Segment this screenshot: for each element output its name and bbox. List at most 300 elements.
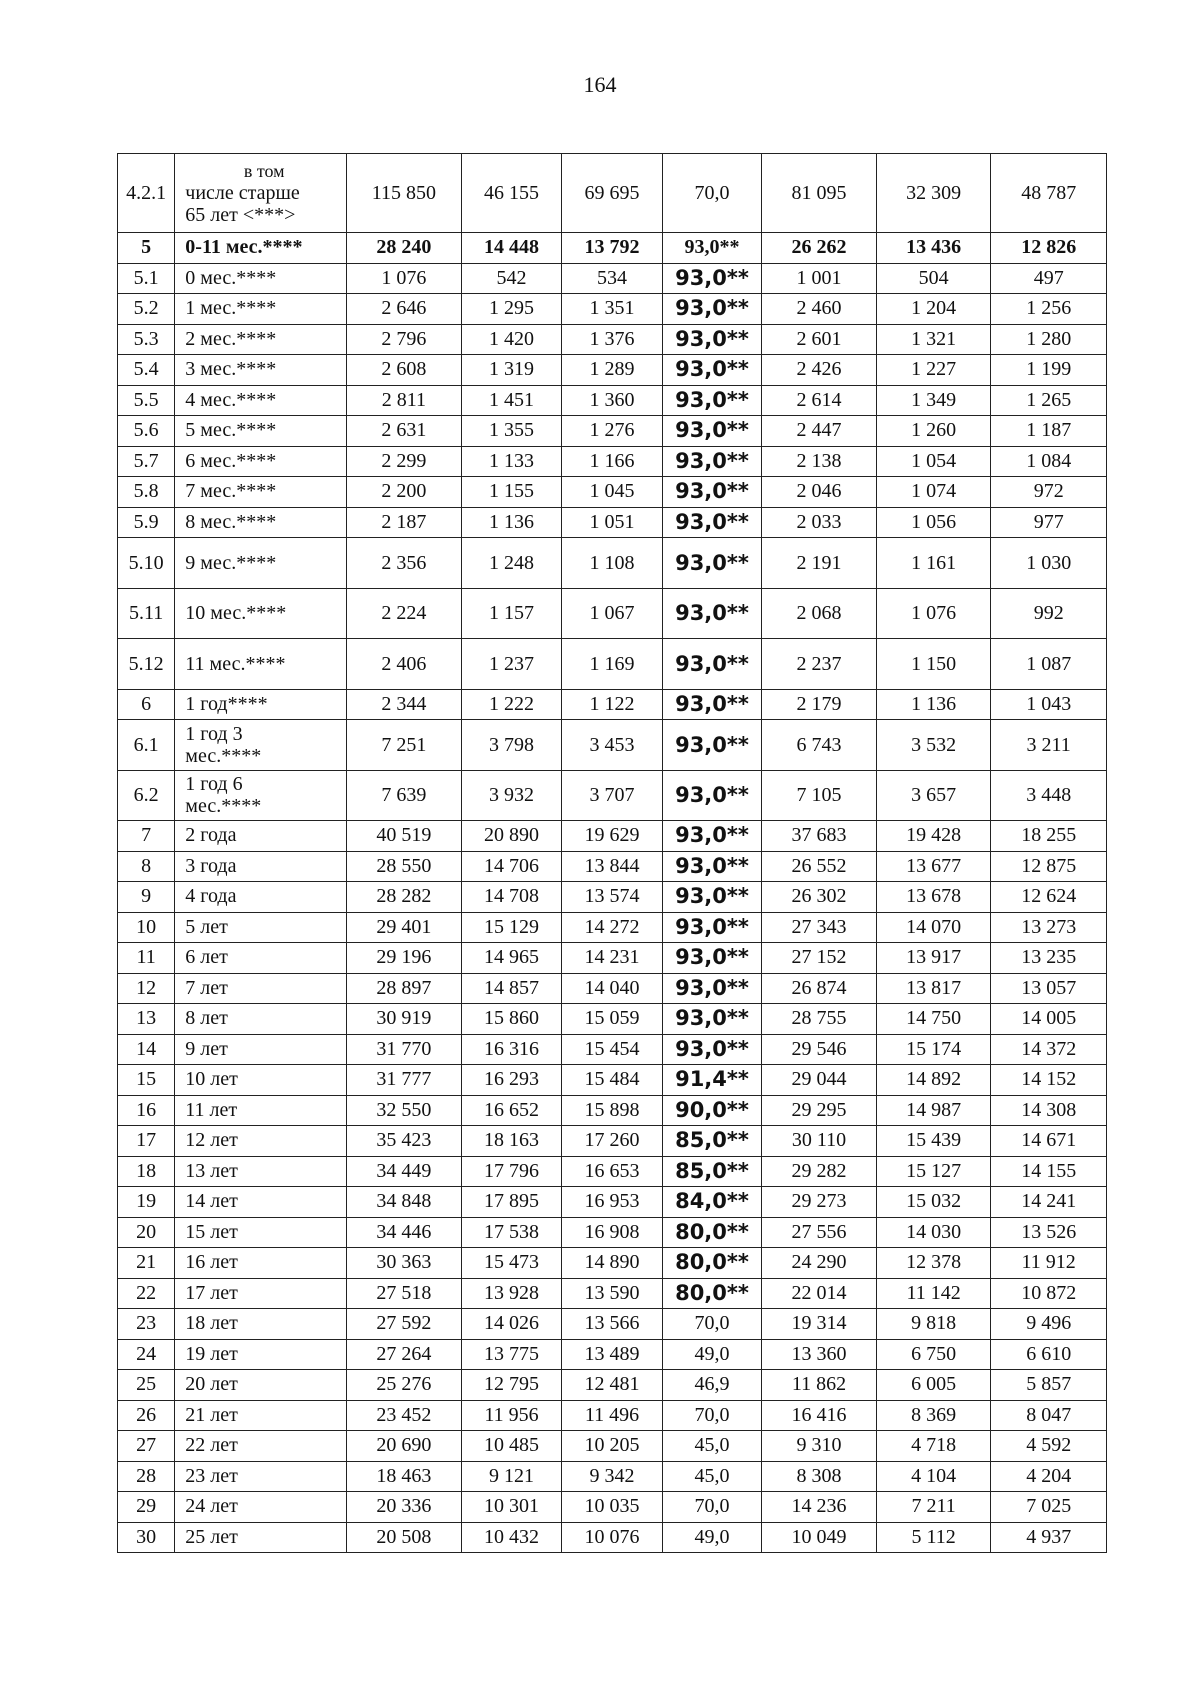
planned-male-cell: 1 150 bbox=[876, 639, 991, 690]
planned-female-cell: 1 199 bbox=[991, 355, 1107, 386]
planned-total-cell: 29 273 bbox=[762, 1187, 877, 1218]
planned-male-cell: 5 112 bbox=[876, 1522, 991, 1553]
table-row bbox=[118, 1187, 1107, 1218]
row-number-cell: 26 bbox=[118, 1400, 175, 1431]
population-female-cell: 14 231 bbox=[562, 943, 663, 974]
coverage-percent-cell: 93,0** bbox=[662, 263, 762, 294]
row-number-cell: 5.7 bbox=[118, 446, 175, 477]
total-population-cell: 28 550 bbox=[347, 851, 462, 882]
coverage-percent-cell: 46,9 bbox=[662, 1370, 762, 1401]
table-row bbox=[118, 294, 1107, 325]
planned-female-cell: 14 372 bbox=[991, 1034, 1107, 1065]
row-number-cell: 20 bbox=[118, 1217, 175, 1248]
row-number-cell: 9 bbox=[118, 882, 175, 913]
row-number-cell: 15 bbox=[118, 1065, 175, 1096]
planned-female-cell: 1 256 bbox=[991, 294, 1107, 325]
planned-female-cell: 6 610 bbox=[991, 1339, 1107, 1370]
population-female-cell: 15 484 bbox=[562, 1065, 663, 1096]
planned-female-cell: 11 912 bbox=[991, 1248, 1107, 1279]
row-label-cell: 15 лет bbox=[175, 1217, 347, 1248]
coverage-percent-cell: 93,0** bbox=[662, 720, 762, 771]
planned-female-cell: 13 235 bbox=[991, 943, 1107, 974]
planned-female-cell: 7 025 bbox=[991, 1492, 1107, 1523]
planned-female-cell: 4 592 bbox=[991, 1431, 1107, 1462]
population-female-cell: 1 045 bbox=[562, 477, 663, 508]
planned-total-cell: 27 556 bbox=[762, 1217, 877, 1248]
population-female-cell: 12 481 bbox=[562, 1370, 663, 1401]
row-number-cell: 5.10 bbox=[118, 538, 175, 589]
population-male-cell: 1 222 bbox=[461, 689, 562, 720]
planned-total-cell: 29 546 bbox=[762, 1034, 877, 1065]
planned-total-cell: 11 862 bbox=[762, 1370, 877, 1401]
row-label-cell: 0 мес.**** bbox=[175, 263, 347, 294]
planned-male-cell: 6 005 bbox=[876, 1370, 991, 1401]
population-male-cell: 14 708 bbox=[461, 882, 562, 913]
row-label-cell: 25 лет bbox=[175, 1522, 347, 1553]
total-population-cell: 2 796 bbox=[347, 324, 462, 355]
row-number-cell: 25 bbox=[118, 1370, 175, 1401]
row-label-cell: 23 лет bbox=[175, 1461, 347, 1492]
population-male-cell: 542 bbox=[461, 263, 562, 294]
row-number-cell: 5.11 bbox=[118, 588, 175, 639]
coverage-percent-cell: 85,0** bbox=[662, 1126, 762, 1157]
planned-total-cell: 2 179 bbox=[762, 689, 877, 720]
table-row bbox=[118, 1339, 1107, 1370]
total-population-cell: 27 592 bbox=[347, 1309, 462, 1340]
row-label-cell: 18 лет bbox=[175, 1309, 347, 1340]
row-label-cell: 11 лет bbox=[175, 1095, 347, 1126]
total-population-cell: 2 200 bbox=[347, 477, 462, 508]
population-female-cell: 14 890 bbox=[562, 1248, 663, 1279]
total-population-cell: 23 452 bbox=[347, 1400, 462, 1431]
planned-total-cell: 10 049 bbox=[762, 1522, 877, 1553]
table-row bbox=[118, 1431, 1107, 1462]
planned-female-cell: 4 204 bbox=[991, 1461, 1107, 1492]
table-row bbox=[118, 1156, 1107, 1187]
row-label-cell: 17 лет bbox=[175, 1278, 347, 1309]
row-label-cell: 6 лет bbox=[175, 943, 347, 974]
total-population-cell: 31 777 bbox=[347, 1065, 462, 1096]
population-male-cell: 17 538 bbox=[461, 1217, 562, 1248]
row-label-cell: 19 лет bbox=[175, 1339, 347, 1370]
population-male-cell: 14 706 bbox=[461, 851, 562, 882]
population-female-cell: 16 908 bbox=[562, 1217, 663, 1248]
population-male-cell: 1 155 bbox=[461, 477, 562, 508]
row-label-line: 65 лет <***> bbox=[185, 204, 296, 226]
row-label-cell: 2 года bbox=[175, 821, 347, 852]
row-label-cell: 16 лет bbox=[175, 1248, 347, 1279]
population-male-cell: 18 163 bbox=[461, 1126, 562, 1157]
planned-male-cell: 6 750 bbox=[876, 1339, 991, 1370]
total-population-cell: 1 076 bbox=[347, 263, 462, 294]
row-label-cell: 11 мес.**** bbox=[175, 639, 347, 690]
planned-total-cell: 6 743 bbox=[762, 720, 877, 771]
row-label-cell: 8 мес.**** bbox=[175, 507, 347, 538]
planned-total-cell: 2 138 bbox=[762, 446, 877, 477]
population-male-cell: 1 248 bbox=[461, 538, 562, 589]
planned-total-cell: 2 191 bbox=[762, 538, 877, 589]
total-population-cell: 35 423 bbox=[347, 1126, 462, 1157]
coverage-percent-cell: 93,0** bbox=[662, 770, 762, 821]
total-population-cell: 32 550 bbox=[347, 1095, 462, 1126]
total-population-cell: 20 508 bbox=[347, 1522, 462, 1553]
planned-female-cell: 1 043 bbox=[991, 689, 1107, 720]
total-population-cell: 25 276 bbox=[347, 1370, 462, 1401]
coverage-percent-cell: 93,0** bbox=[662, 943, 762, 974]
planned-male-cell: 4 104 bbox=[876, 1461, 991, 1492]
planned-male-cell: 8 369 bbox=[876, 1400, 991, 1431]
total-population-cell: 2 344 bbox=[347, 689, 462, 720]
planned-male-cell: 504 bbox=[876, 263, 991, 294]
row-label-cell: 24 лет bbox=[175, 1492, 347, 1523]
planned-female-cell: 1 030 bbox=[991, 538, 1107, 589]
row-number-cell: 28 bbox=[118, 1461, 175, 1492]
table-row bbox=[118, 355, 1107, 386]
row-label-line: мес.**** bbox=[185, 795, 262, 818]
table-row bbox=[118, 821, 1107, 852]
population-male-cell: 14 448 bbox=[461, 233, 562, 264]
row-label-cell: 3 мес.**** bbox=[175, 355, 347, 386]
row-number-cell: 23 bbox=[118, 1309, 175, 1340]
planned-total-cell: 81 095 bbox=[762, 154, 877, 233]
population-female-cell: 11 496 bbox=[562, 1400, 663, 1431]
row-label-line: 1 год 6 bbox=[185, 773, 243, 796]
population-male-cell: 13 775 bbox=[461, 1339, 562, 1370]
row-number-cell: 7 bbox=[118, 821, 175, 852]
coverage-percent-cell: 45,0 bbox=[662, 1431, 762, 1462]
table-row bbox=[118, 1065, 1107, 1096]
total-population-cell: 34 449 bbox=[347, 1156, 462, 1187]
population-female-cell: 534 bbox=[562, 263, 663, 294]
table-row bbox=[118, 477, 1107, 508]
planned-male-cell: 19 428 bbox=[876, 821, 991, 852]
total-population-cell: 40 519 bbox=[347, 821, 462, 852]
coverage-percent-cell: 49,0 bbox=[662, 1522, 762, 1553]
total-population-cell: 2 406 bbox=[347, 639, 462, 690]
planned-female-cell: 48 787 bbox=[991, 154, 1107, 233]
total-population-cell: 7 251 bbox=[347, 720, 462, 771]
population-female-cell: 13 844 bbox=[562, 851, 663, 882]
row-label-cell: 8 лет bbox=[175, 1004, 347, 1035]
total-population-cell: 27 518 bbox=[347, 1278, 462, 1309]
planned-total-cell: 24 290 bbox=[762, 1248, 877, 1279]
planned-female-cell: 14 308 bbox=[991, 1095, 1107, 1126]
table-row bbox=[118, 1522, 1107, 1553]
row-label-cell: 3 года bbox=[175, 851, 347, 882]
total-population-cell: 34 446 bbox=[347, 1217, 462, 1248]
population-male-cell: 1 237 bbox=[461, 639, 562, 690]
planned-total-cell: 9 310 bbox=[762, 1431, 877, 1462]
population-male-cell: 46 155 bbox=[461, 154, 562, 233]
population-female-cell: 10 205 bbox=[562, 1431, 663, 1462]
population-female-cell: 14 272 bbox=[562, 912, 663, 943]
population-female-cell: 15 059 bbox=[562, 1004, 663, 1035]
planned-female-cell: 9 496 bbox=[991, 1309, 1107, 1340]
planned-total-cell: 29 282 bbox=[762, 1156, 877, 1187]
total-population-cell: 2 608 bbox=[347, 355, 462, 386]
population-female-cell: 1 376 bbox=[562, 324, 663, 355]
total-population-cell: 34 848 bbox=[347, 1187, 462, 1218]
coverage-percent-cell: 45,0 bbox=[662, 1461, 762, 1492]
table-row bbox=[118, 1278, 1107, 1309]
table-row bbox=[118, 639, 1107, 690]
coverage-percent-cell: 93,0** bbox=[662, 851, 762, 882]
population-female-cell: 10 035 bbox=[562, 1492, 663, 1523]
table-row bbox=[118, 1492, 1107, 1523]
coverage-percent-cell: 90,0** bbox=[662, 1095, 762, 1126]
total-population-cell: 28 282 bbox=[347, 882, 462, 913]
total-population-cell: 2 811 bbox=[347, 385, 462, 416]
coverage-percent-cell: 93,0** bbox=[662, 588, 762, 639]
total-population-cell: 7 639 bbox=[347, 770, 462, 821]
planned-male-cell: 1 204 bbox=[876, 294, 991, 325]
planned-female-cell: 1 265 bbox=[991, 385, 1107, 416]
population-male-cell: 1 319 bbox=[461, 355, 562, 386]
row-label-cell: 10 мес.**** bbox=[175, 588, 347, 639]
population-male-cell: 17 796 bbox=[461, 1156, 562, 1187]
coverage-percent-cell: 93,0** bbox=[662, 477, 762, 508]
population-female-cell: 69 695 bbox=[562, 154, 663, 233]
table-row bbox=[118, 416, 1107, 447]
row-label-cell: 4 года bbox=[175, 882, 347, 913]
planned-female-cell: 13 526 bbox=[991, 1217, 1107, 1248]
table-row bbox=[118, 233, 1107, 264]
total-population-cell: 2 299 bbox=[347, 446, 462, 477]
planned-total-cell: 28 755 bbox=[762, 1004, 877, 1035]
planned-female-cell: 14 241 bbox=[991, 1187, 1107, 1218]
row-number-cell: 6.2 bbox=[118, 770, 175, 821]
planned-male-cell: 32 309 bbox=[876, 154, 991, 233]
population-male-cell: 10 432 bbox=[461, 1522, 562, 1553]
row-number-cell: 18 bbox=[118, 1156, 175, 1187]
table-row bbox=[118, 385, 1107, 416]
total-population-cell: 29 401 bbox=[347, 912, 462, 943]
row-label-cell: 20 лет bbox=[175, 1370, 347, 1401]
population-female-cell: 15 454 bbox=[562, 1034, 663, 1065]
planned-male-cell: 1 076 bbox=[876, 588, 991, 639]
planned-male-cell: 1 161 bbox=[876, 538, 991, 589]
table-row bbox=[118, 851, 1107, 882]
row-number-cell: 5.8 bbox=[118, 477, 175, 508]
row-label-line: мес.**** bbox=[185, 744, 262, 767]
planned-male-cell: 1 056 bbox=[876, 507, 991, 538]
planned-total-cell: 2 068 bbox=[762, 588, 877, 639]
coverage-percent-cell: 70,0 bbox=[662, 1309, 762, 1340]
population-female-cell: 10 076 bbox=[562, 1522, 663, 1553]
row-label-cell: 1 год**** bbox=[175, 689, 347, 720]
coverage-percent-cell: 93,0** bbox=[662, 324, 762, 355]
table-row bbox=[118, 263, 1107, 294]
coverage-percent-cell: 93,0** bbox=[662, 538, 762, 589]
planned-total-cell: 27 343 bbox=[762, 912, 877, 943]
table-row bbox=[118, 943, 1107, 974]
population-female-cell: 1 351 bbox=[562, 294, 663, 325]
population-male-cell: 1 420 bbox=[461, 324, 562, 355]
planned-female-cell: 12 826 bbox=[991, 233, 1107, 264]
table-row bbox=[118, 324, 1107, 355]
planned-total-cell: 2 447 bbox=[762, 416, 877, 447]
coverage-percent-cell: 93,0** bbox=[662, 1004, 762, 1035]
row-label-cell: 22 лет bbox=[175, 1431, 347, 1462]
population-male-cell: 16 316 bbox=[461, 1034, 562, 1065]
row-label-line: в том bbox=[243, 161, 285, 181]
row-label-cell: 7 лет bbox=[175, 973, 347, 1004]
table-row bbox=[118, 154, 1107, 233]
row-label-cell: 1 мес.**** bbox=[175, 294, 347, 325]
row-number-cell: 30 bbox=[118, 1522, 175, 1553]
coverage-percent-cell: 93,0** bbox=[662, 689, 762, 720]
planned-female-cell: 14 155 bbox=[991, 1156, 1107, 1187]
total-population-cell: 18 463 bbox=[347, 1461, 462, 1492]
planned-total-cell: 37 683 bbox=[762, 821, 877, 852]
table-row bbox=[118, 446, 1107, 477]
coverage-percent-cell: 93,0** bbox=[662, 821, 762, 852]
table-row bbox=[118, 588, 1107, 639]
population-male-cell: 15 860 bbox=[461, 1004, 562, 1035]
coverage-percent-cell: 93,0** bbox=[662, 385, 762, 416]
planned-total-cell: 22 014 bbox=[762, 1278, 877, 1309]
row-number-cell: 17 bbox=[118, 1126, 175, 1157]
population-female-cell: 19 629 bbox=[562, 821, 663, 852]
total-population-cell: 28 240 bbox=[347, 233, 462, 264]
table-row bbox=[118, 973, 1107, 1004]
population-female-cell: 1 051 bbox=[562, 507, 663, 538]
population-female-cell: 3 707 bbox=[562, 770, 663, 821]
planned-female-cell: 14 671 bbox=[991, 1126, 1107, 1157]
planned-female-cell: 12 875 bbox=[991, 851, 1107, 882]
population-male-cell: 3 798 bbox=[461, 720, 562, 771]
row-number-cell: 5.6 bbox=[118, 416, 175, 447]
planned-total-cell: 27 152 bbox=[762, 943, 877, 974]
planned-total-cell: 2 046 bbox=[762, 477, 877, 508]
total-population-cell: 20 690 bbox=[347, 1431, 462, 1462]
population-male-cell: 11 956 bbox=[461, 1400, 562, 1431]
coverage-percent-cell: 70,0 bbox=[662, 154, 762, 233]
planned-male-cell: 1 349 bbox=[876, 385, 991, 416]
population-male-cell: 1 133 bbox=[461, 446, 562, 477]
coverage-percent-cell: 93,0** bbox=[662, 294, 762, 325]
planned-female-cell: 18 255 bbox=[991, 821, 1107, 852]
row-number-cell: 10 bbox=[118, 912, 175, 943]
planned-male-cell: 14 750 bbox=[876, 1004, 991, 1035]
population-female-cell: 13 489 bbox=[562, 1339, 663, 1370]
planned-total-cell: 7 105 bbox=[762, 770, 877, 821]
coverage-percent-cell: 85,0** bbox=[662, 1156, 762, 1187]
population-female-cell: 13 590 bbox=[562, 1278, 663, 1309]
planned-female-cell: 1 187 bbox=[991, 416, 1107, 447]
coverage-percent-cell: 70,0 bbox=[662, 1492, 762, 1523]
total-population-cell: 115 850 bbox=[347, 154, 462, 233]
table-row bbox=[118, 1370, 1107, 1401]
row-number-cell: 5 bbox=[118, 233, 175, 264]
population-female-cell: 1 108 bbox=[562, 538, 663, 589]
planned-female-cell: 1 087 bbox=[991, 639, 1107, 690]
planned-male-cell: 15 032 bbox=[876, 1187, 991, 1218]
coverage-percent-cell: 93,0** bbox=[662, 416, 762, 447]
population-female-cell: 1 289 bbox=[562, 355, 663, 386]
table-row bbox=[118, 882, 1107, 913]
row-label-cell: 21 лет bbox=[175, 1400, 347, 1431]
population-male-cell: 1 136 bbox=[461, 507, 562, 538]
coverage-percent-cell: 84,0** bbox=[662, 1187, 762, 1218]
row-number-cell: 22 bbox=[118, 1278, 175, 1309]
row-number-cell: 5.9 bbox=[118, 507, 175, 538]
population-male-cell: 3 932 bbox=[461, 770, 562, 821]
table-row bbox=[118, 720, 1107, 771]
planned-total-cell: 29 295 bbox=[762, 1095, 877, 1126]
total-population-cell: 2 187 bbox=[347, 507, 462, 538]
population-male-cell: 10 301 bbox=[461, 1492, 562, 1523]
coverage-percent-cell: 93,0** bbox=[662, 882, 762, 913]
row-label-cell: 6 мес.**** bbox=[175, 446, 347, 477]
table-row bbox=[118, 689, 1107, 720]
page-number: 164 bbox=[583, 72, 617, 97]
coverage-percent-cell: 93,0** bbox=[662, 639, 762, 690]
population-female-cell: 1 169 bbox=[562, 639, 663, 690]
coverage-percent-cell: 93,0** bbox=[662, 507, 762, 538]
population-female-cell: 9 342 bbox=[562, 1461, 663, 1492]
row-label-cell: 9 лет bbox=[175, 1034, 347, 1065]
planned-total-cell: 30 110 bbox=[762, 1126, 877, 1157]
population-male-cell: 14 857 bbox=[461, 973, 562, 1004]
population-male-cell: 1 451 bbox=[461, 385, 562, 416]
planned-male-cell: 14 987 bbox=[876, 1095, 991, 1126]
row-label-cell: 9 мес.**** bbox=[175, 538, 347, 589]
row-number-cell: 12 bbox=[118, 973, 175, 1004]
row-number-cell: 16 bbox=[118, 1095, 175, 1126]
coverage-percent-cell: 80,0** bbox=[662, 1248, 762, 1279]
row-number-cell: 13 bbox=[118, 1004, 175, 1035]
population-male-cell: 12 795 bbox=[461, 1370, 562, 1401]
population-female-cell: 13 566 bbox=[562, 1309, 663, 1340]
total-population-cell: 30 363 bbox=[347, 1248, 462, 1279]
planned-male-cell: 13 436 bbox=[876, 233, 991, 264]
planned-male-cell: 13 678 bbox=[876, 882, 991, 913]
table-row bbox=[118, 1004, 1107, 1035]
planned-female-cell: 14 005 bbox=[991, 1004, 1107, 1035]
row-label-line: числе старше bbox=[185, 182, 300, 204]
planned-total-cell: 26 262 bbox=[762, 233, 877, 264]
population-male-cell: 13 928 bbox=[461, 1278, 562, 1309]
population-male-cell: 14 965 bbox=[461, 943, 562, 974]
row-label-line: 1 год 3 bbox=[185, 722, 243, 745]
planned-male-cell: 14 030 bbox=[876, 1217, 991, 1248]
planned-female-cell: 13 057 bbox=[991, 973, 1107, 1004]
population-male-cell: 15 129 bbox=[461, 912, 562, 943]
total-population-cell: 2 224 bbox=[347, 588, 462, 639]
table-row bbox=[118, 1217, 1107, 1248]
table-row bbox=[118, 1034, 1107, 1065]
table-row bbox=[118, 1095, 1107, 1126]
row-number-cell: 6 bbox=[118, 689, 175, 720]
coverage-percent-cell: 80,0** bbox=[662, 1278, 762, 1309]
population-female-cell: 1 166 bbox=[562, 446, 663, 477]
coverage-percent-cell: 93,0** bbox=[662, 446, 762, 477]
population-male-cell: 15 473 bbox=[461, 1248, 562, 1279]
planned-male-cell: 1 260 bbox=[876, 416, 991, 447]
planned-male-cell: 15 174 bbox=[876, 1034, 991, 1065]
row-label-cell: 7 мес.**** bbox=[175, 477, 347, 508]
planned-total-cell: 26 302 bbox=[762, 882, 877, 913]
planned-total-cell: 2 460 bbox=[762, 294, 877, 325]
table-body bbox=[118, 154, 1107, 1553]
population-female-cell: 16 953 bbox=[562, 1187, 663, 1218]
row-label-cell: 13 лет bbox=[175, 1156, 347, 1187]
row-number-cell: 19 bbox=[118, 1187, 175, 1218]
planned-female-cell: 4 937 bbox=[991, 1522, 1107, 1553]
row-label-cell: 12 лет bbox=[175, 1126, 347, 1157]
population-female-cell: 1 360 bbox=[562, 385, 663, 416]
